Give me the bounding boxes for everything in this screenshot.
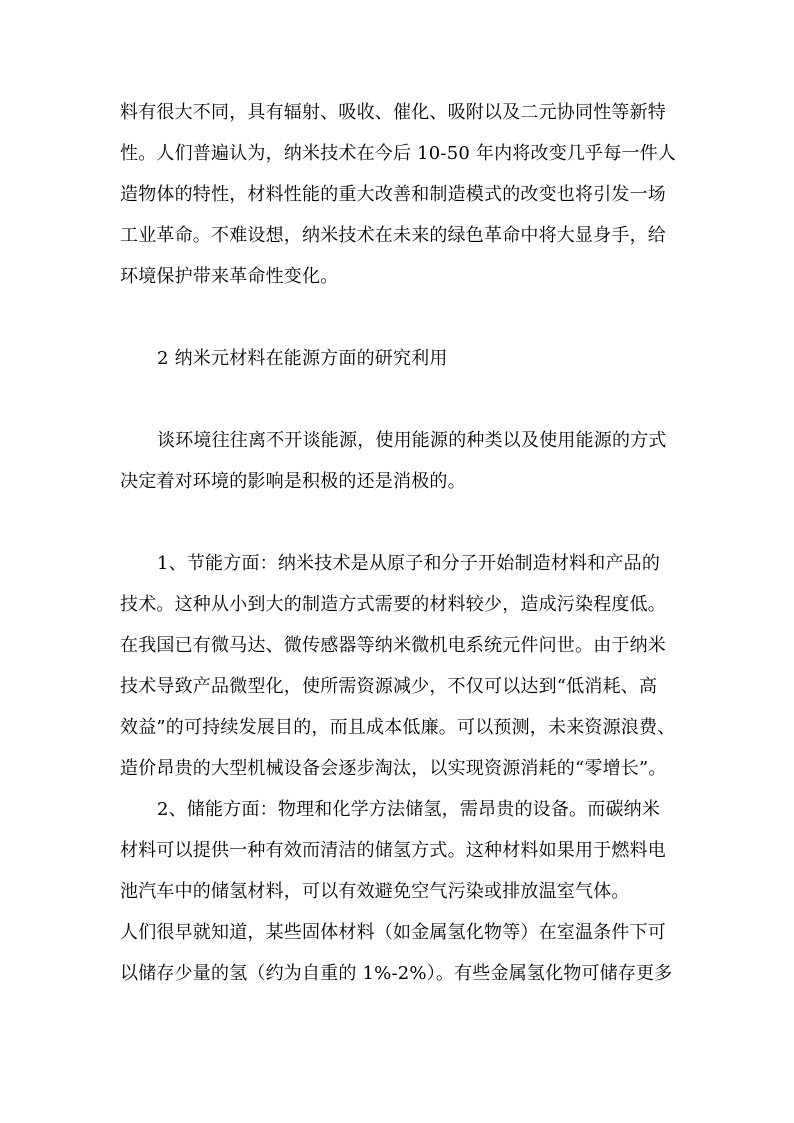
paragraph-line: 工业革命。不难设想，纳米技术在未来的绿色革命中将大显身手，给 [120,225,666,246]
paragraph-line: 效益”的可持续发展目的，而且成本低廉。可以预测，未来资源浪费、 [120,717,676,738]
paragraph-line: 在我国已有微马达、微传感器等纳米微机电系统元件问世。由于纳米 [120,635,666,656]
paragraph-line: 造物体的特性，材料性能的重大改善和制造模式的改变也将引发一场 [120,184,666,205]
paragraph-line: 造价昂贵的大型机械设备会逐步淘汰，以实现资源消耗的“零增长”。 [120,758,667,779]
paragraph-line: 池汽车中的储氢材料，可以有效避免空气污染或排放温室气体。 [120,881,630,902]
paragraph-line: 料有很大不同，具有辐射、吸收、催化、吸附以及二元协同性等新特 [120,102,666,123]
paragraph-line: 技术导致产品微型化，使所需资源减少，不仅可以达到“低消耗、高 [120,676,658,697]
paragraph-line: 以储存少量的氢（约为自重的 1%-2%）。有些金属氢化物可储存更多 [120,963,673,984]
paragraph-line: 决定着对环境的影响是积极的还是消极的。 [120,471,466,492]
paragraph-line: 材料可以提供一种有效而清洁的储氢方式。这种材料如果用于燃料电 [120,840,666,861]
paragraph-line: 人们很早就知道，某些固体材料（如金属氢化物等）在室温条件下可 [120,922,666,943]
section-heading: 2 纳米元材料在能源方面的研究利用 [157,348,448,369]
paragraph-line: 2、储能方面：物理和化学方法储氢，需昂贵的设备。而碳纳米 [157,799,661,820]
paragraph-line: 环境保护带来革命性变化。 [120,266,339,287]
paragraph-line: 性。人们普遍认为，纳米技术在今后 10-50 年内将改变几乎每一件人 [120,143,677,164]
paragraph-line: 谈环境往往离不开谈能源，使用能源的种类以及使用能源的方式 [157,430,667,451]
paragraph-line: 技术。这种从小到大的制造方式需要的材料较少，造成污染程度低。 [120,594,666,615]
paragraph-line: 1、节能方面：纳米技术是从原子和分子开始制造材料和产品的 [157,553,661,574]
